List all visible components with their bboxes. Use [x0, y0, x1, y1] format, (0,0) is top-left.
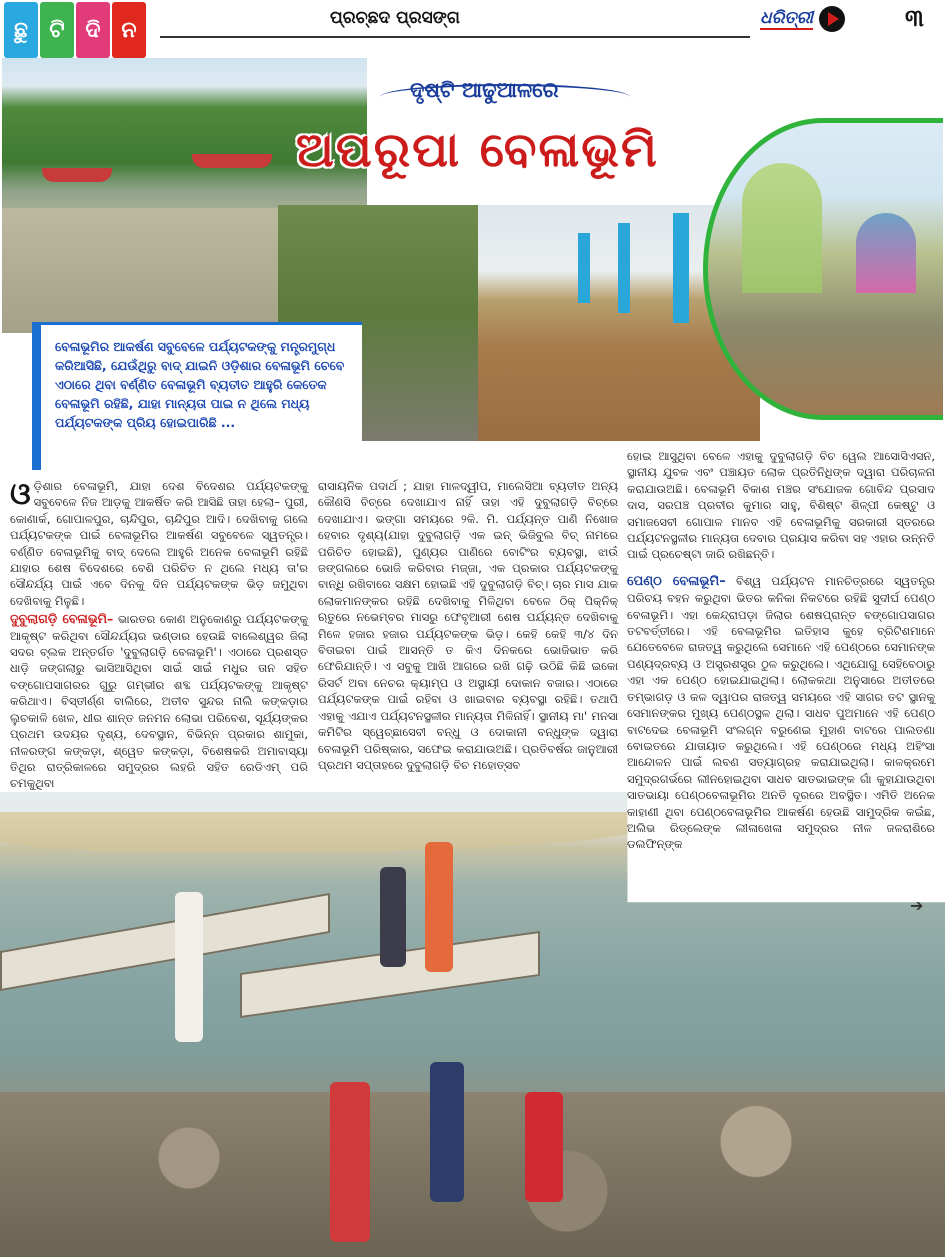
play-icon — [819, 6, 845, 32]
brand-logo: ଧରିତ୍ରୀ — [760, 8, 814, 28]
article-column-3 — [627, 448, 935, 855]
paragraph-text: ହୋଇ ଆସୁଥିବା ବେଳେ ଏହାକୁ ଦୁବୁଲାଗଡ଼ି ବିଚ ୱେଲ ଆସୋସିଏସନ, ସ୍ଥାନୀୟ ଯୁବକ ଏବଂ ପଞ୍ଚାୟତ ଲୋକ ପ୍ରତିନିଧିଙ୍କ ଦ୍ୱାରା ପରିଚାଳନା କରାଯାଉଅଛି। ବେଳାଭୂମି ବିକାଶ ମଞ୍ଚର ସଂଯୋଜକ ଗୋବିନ୍ଦ ପ୍ରସାଦ ଦାସ, ସରପଞ୍ଚ ପ୍ରବୀର କୁମାର ସାହୁ, ବିଶିଷ୍ଟ ଶିଳ୍ପୀ କେଷ୍ଟୁ ଓ ସମାଜସେବୀ ଗୋପାଳ ମାନବ ଏହି ବେଳାଭୂମିକୁ ସରକାରୀ ସ୍ତରରେ ପର୍ଯ୍ୟଟନସ୍ଥଳୀର ମାନ୍ୟତା ଦେବାର ପ୍ରୟାସ କରିବା ସହ ଏହାର ଉନ୍ନତି ପାଇଁ ପ୍ରଚେଷ୍ଟା ଜାରି ରଖିଛନ୍ତି। — [627, 449, 935, 562]
drop-cap: ଓ — [10, 477, 31, 512]
paragraph-text: ଭାରତର କୋଣ ଅନୁକୋଣରୁ ପର୍ଯ୍ୟଟକଙ୍କୁ ଆକୃଷ୍ଟ କରିଥିବା ସୌନ୍ଦର୍ଯ୍ୟର ଭଣ୍ଡାର ହେଉଛି ବାଲେଶ୍ୱର ଜିଲା ସଦର ବ୍ଲକ ଅନ୍ତର୍ଗତ 'ଦୁବୁଲାଗଡ଼ି ବେଳାଭୂମି'। ଏଠାରେ ପ୍ରଶସ୍ତ ଧାଡ଼ି ଜଙ୍ଗଲାରୁ ଭାସିଆସିଥିବା ସାଇଁ ସାଇଁ ମଧୁର ତାନ ସହିତ ବଙ୍ଗୋପସାଗରର ଗୁରୁ ଗମ୍ଭୀର ଶବ୍ଦ ପର୍ଯ୍ୟଟକଙ୍କୁ ଆକୃଷ୍ଟ କରିଥାଏ। ବିସ୍ତୀର୍ଣ୍ଣ ବାଲିରେ, ଅତୀବ ସୁନ୍ଦର ନାଲି କଙ୍କଡ଼ାର ଲୁଚକାଳି ଖେଳ, ଧୀର ଶାନ୍ତ ଜନମନ ଲୋଭା ପରିବେଶ, ସୂର୍ଯ୍ୟଙ୍କର ପ୍ରଥମ ଉଦୟର ଦୃଶ୍ୟ, ଦେବସ୍ଥାନ, ବିଭିନ୍ନ ପ୍ରକାର ଶାମୁକା, ନୀଳରଙ୍ଗ କଙ୍କଡ଼ା, ଶ୍ୱେତ କଙ୍କଡ଼ା, ବିଶେଷକରି ଅମାବାସ୍ୟା ତିଥିର ରାତ୍ରିକାଳରେ ସମୁଦ୍ରର ଲହରି ସହିତ ରେଡିଏମ୍ ପରି ଚମକୁଥିବା — [10, 612, 308, 791]
beach-photo — [0, 792, 945, 1257]
section-tab-3: ଦି — [76, 2, 110, 58]
section-tab-2: ଟି — [40, 2, 74, 58]
section-tabs — [4, 2, 146, 58]
headline: ଅପରୂପା ବେଳାଭୂମି — [296, 122, 659, 178]
paragraph-text: ରାସାୟନିକ ପଦାର୍ଥ ; ଯାହା ମାଳଦ୍ୱୀପ, ମାଲେସିଆ ବ୍ୟତୀତ ଅନ୍ୟ କୌଣସି ବିଚ୍‌ରେ ଦେଖାଯାଏ ନାହିଁ ତାହା ଏହି ଦୁବୁଲାଗଡ଼ି ବିଚ୍‌ରେ ଦେଖାଯାଏ। ଭଙ୍ଗା ସମୟରେ ୨କି. ମି. ପର୍ଯ୍ୟନ୍ତ ପାଣି ନିଖୋଜ ହେବାର ଦୃଶ୍ୟ(ଯାହା ଦୁବୁଲାଗଡ଼ି ଏକ ଇନ୍ ଭିଜିବୁଲ ବିଚ୍ ନାମରେ ପରିଚିତ ହୋଇଛି), ପୁଣ୍ୟର ପାଣିରେ ବୋଟିଂର ବ୍ୟବସ୍ଥା, ଝାଉଁ ଜଙ୍ଗଲରେ ଭୋଜି କରିବାର ମଜ୍ଜା, ଏକ ପ୍ରକାର ପର୍ଯ୍ୟଟକଙ୍କୁ ବାନ୍ଧି ରଖିବାରେ ସକ୍ଷମ ହୋଇଛି ଏହି ଦୁବୁଲାଗଡ଼ି ବିଚ୍। ଚାର ମାସ ଯାକ ଲୋକମାନଙ୍କର ରହିଛି ଦେଖିବାକୁ ମିଳିଥିବା ବେଳେ ଠିକ୍ ପିକ୍‌ନିକ୍ ଋତୁରେ ନଭେମ୍ବର ମାସରୁ ଫେବୃଆରୀ ଶେଷ ପର୍ଯ୍ୟନ୍ତ ଦେଖିବାକୁ ମିଳେ ହଜାର ହଜାର ପର୍ଯ୍ୟଟକଙ୍କ ଭିଡ଼। କେହି କେହି ୩/୪ ଦିନ ବିତାଇବା ପାଇଁ ଆସନ୍ତି ତ କିଏ ଦିନକରେ ଭୋଜିଭାତ କରି ଫେରିଯାନ୍ତି। ଏ ସବୁକୁ ଆଖି ଆଗରେ ରଖି ଗଢ଼ି ଉଠିଛି କିଛି ଇକୋ ରିସର୍ଟ ଅବା ନେଚର କ୍ୟାମ୍ପ ଓ ଅସ୍ଥାୟୀ ଦୋକାନ ବଜାର। ଏଠାରେ ପର୍ଯ୍ୟଟକଙ୍କ ପାଇଁ ରହିବା ଓ ଖାଇବାର ବ୍ୟବସ୍ଥା ରହିଛି। ତଥାପି ଏହାକୁ ଏଯାଏ ପର୍ଯ୍ୟଟନସ୍ଥଳୀର ମାନ୍ୟତା ମିଳିନାହିଁ। ସ୍ଥାନୀୟ ମା' ମନସା କମିଟିର ସ୍ୱେଚ୍ଛାସେବୀ ବନ୍ଧୁ ଓ ଦୋକାନୀ ବନ୍ଧୁଙ୍କ ଦ୍ୱାରା ବେଳାଭୂମି ପରିଷ୍କାର, ସଫେଇ କରାଯାଉଅଛି। ପ୍ରତିବର୍ଷର ଜାନୁଆରୀ ପ୍ରଥମ ସପ୍ତାହରେ ଦୁବୁଲାଗଡ଼ି ବିଚ ମହୋତ୍ସବ — [318, 479, 618, 772]
boat-shape — [192, 154, 272, 168]
blurb-text: ବେଳାଭୂମିର ଆକର୍ଷଣ ସବୁବେଳେ ପର୍ଯ୍ୟଟକଙ୍କୁ ମନ୍ତ୍ରମୁଗ୍ଧ କରିଆସିଛି, ଯେଉଁଥିରୁ ବାଦ୍ ଯାଇନି ଓଡ଼ିଶାର ବେଳାଭୂମି ଚେବେ ଏଠାରେ ଥିବା ବର୍ଣ୍ଣିତ ବେଳାଭୂମି ବ୍ୟତୀତ ଆହୁରି କେତେକ ବେଳାଭୂମି ରହିଛି, ଯାହା ମାନ୍ୟତା ପାଇ ନ ଥିଲେ ମଧ୍ୟ ପର୍ଯ୍ୟଟକଙ୍କ ପ୍ରିୟ ହୋଇପାରିଛି ... — [55, 339, 345, 430]
crowd-figure — [525, 1092, 563, 1202]
rocks — [0, 1092, 945, 1257]
temple-spire — [856, 213, 916, 293]
continue-arrow-icon: ➔ — [910, 896, 924, 915]
crowd-figure — [425, 842, 453, 972]
page-masthead — [0, 0, 945, 58]
header-rule — [160, 36, 750, 38]
boat-shape — [42, 168, 112, 182]
crowd-figure — [430, 1062, 464, 1202]
crowd-figure — [380, 867, 406, 967]
temple-photo — [703, 118, 943, 420]
blurb-box — [32, 322, 362, 470]
subhead: ଦୁବୁଲାଗଡ଼ି ବେଳାଭୂମି– — [10, 611, 114, 627]
article-column-1 — [10, 478, 308, 794]
pier-post — [618, 223, 630, 313]
sand-bar — [0, 812, 640, 852]
temple-spire — [742, 163, 822, 293]
kicker: ଦୃଷ୍ଟି ଆଢୁଆଳରେ — [410, 78, 559, 102]
brand — [760, 4, 845, 34]
pier-post — [673, 213, 689, 323]
issue-label: ପ୍ରଚ୍ଛଦ ପ୍ରସଙ୍ଗ — [330, 8, 460, 28]
crowd-figure — [175, 892, 203, 1042]
paragraph — [10, 611, 308, 791]
article-column-2 — [318, 478, 618, 775]
paragraph — [10, 478, 308, 609]
pier-post — [578, 233, 590, 303]
paragraph-text: ବିଶ୍ୱ ପର୍ଯ୍ୟଟନ ମାନଚିତ୍ରରେ ସ୍ୱତନ୍ତ୍ର ପରିଚୟ ବହନ କରୁଥିବା ଭିତର କନିକା ନିକଟରେ ରହିଛି ସୁଦୀର୍ଘ ପେଣ୍ଠ ବେଳାଭୂମି। ଏହା କେନ୍ଦ୍ରାପଡ଼ା ଜିଲାର ଶେଷପ୍ରାନ୍ତ ବଙ୍ଗୋପସାଗର ତଟବର୍ତ୍ତୀରେ। ଏହି ବେଳାଭୂମିର ଇତିହାସ କୁହେ ବ୍ରିଟିଶମାନେ ଯେତେବେଳେ ରାଜତ୍ୱ କରୁଥିଲେ ସେମାନେ ଏହି ପେଣ୍ଠରେ ସେମାନଙ୍କ ପଣ୍ୟଦ୍ରବ୍ୟ ଓ ଅସ୍ତ୍ରଶସ୍ତ୍ର ଠୁଳ କରୁଥିଲେ। ଏଥିଯୋଗୁ ସେହିବେଠାରୁ ଏହା ଏକ ପେଣ୍ଠ ହୋଇଯାଇଥିଲା। ଲୋକକଥା ଅନୁସାରେ ଅତୀତରେ ତମ୍ଭାଗଡ଼ ଓ କଳ ଦ୍ୱାପର ରାଜତ୍ୱ ସମୟରେ ଏହି ସାଗର ତଟ ସ୍ଥାନକୁ ସେମାନଙ୍କର ମୁଖ୍ୟ ପେଣ୍ଠସ୍ଥଳ ଥିଲା। ସାଧବ ପୁଅମାନେ ଏହି ପେଣ୍ଠ ବାଟଦେଇ ବେଳାଭୂମି ସଂଲଗ୍ନ ବରୁଣେଇ ମୁହାଣ ବାଟରେ ପାଲତଣା ବୋଇତରେ ଯାତାୟାତ କରୁଥିଲେ। ଏହି ପେଣ୍ଠରେ ମଧ୍ୟ ଅହିଂସା ଆନ୍ଦୋଳନ ପାଇଁ ଲବଣ ସତ୍ୟାଗ୍ରହ କରାଯାଇଥିଲା। କାଳକ୍ରମେ ସମୁଦ୍ରଗର୍ଭରେ ଲୀନହୋଇଥିବା ସାଧବ ସାତଭାଇଙ୍କ ଗାଁ କୁହାଯାଉଥିବା ସାତଭାୟା ପେଣ୍ଠବେଳାଭୂମିର ଅନତି ଦୂରରେ ଅବସ୍ଥିତ। ଏମିତି ଅନେକ କାହାଣୀ ଥିବା ପେଣ୍ଠବେଳାଭୂମିର ଆକର୍ଷଣ ହେଉଛି ସାମୁଦ୍ରିକ କଇଁଛ, ଅଲିଭ ରିଡ୍ଲେଙ୍କ ଲୀଳାଖେଳା ସମୁଦ୍ରର ନୀଳ ଜଳରାଶିରେ ଡଲଫିନ୍‌ଙ୍କ — [627, 573, 935, 852]
subhead: ପେଣ୍ଠ ବେଳାଭୂମି– — [627, 573, 726, 589]
paragraph — [627, 573, 935, 853]
page-number: ୩ — [905, 4, 924, 32]
paragraph-text: ଡ଼ିଶାର ବେଳାଭୂମି, ଯାହା ଦେଶ ବିଦେଶର ପର୍ଯ୍ୟଟକଙ୍କୁ ସବୁବେଳେ ନିଜ ଆଡ଼କୁ ଆକର୍ଷିତ କରି ଆସିଛି ତାହା ହେଲା– ପୁରୀ, କୋଣାର୍କ, ଗୋପାଳପୁର, ଚାନ୍ଦିପୁର, ଚାନ୍ଦିପୁର ଆଦି। ଦେଖିବାକୁ ଗଲେ ପର୍ଯ୍ୟଟକଙ୍କ ପାଇଁ ବେଳାଭୂମିର ଆକର୍ଷଣ ସବୁବେଳେ ସ୍ୱତନ୍ତ୍ର। ବର୍ଣ୍ଣିତ ବେଳାଭୂମିକୁ ବାଦ୍ ଦେଲେ ଆହୁରି ଅନେକ ବେଳାଭୂମି ରହିଛି ଯାହାର ଶେଷ ବିଦେଶରେ ବେଶି ପରିଚିତ ନ ଥିଲେ ମଧ୍ୟ ତା'ର ସୌନ୍ଦର୍ଯ୍ୟ ପାଇଁ ଏବେ ଦିନକୁ ଦିନ ପର୍ଯ୍ୟଟକଙ୍କ ଭିଡ଼ ଜମୁଥିବା ଦେଖିବାକୁ ମିଳୁଛି। — [10, 479, 308, 608]
section-tab-4: ନ — [112, 2, 146, 58]
section-tab-1: ଛୁ — [4, 2, 38, 58]
crowd-figure — [330, 1082, 370, 1242]
